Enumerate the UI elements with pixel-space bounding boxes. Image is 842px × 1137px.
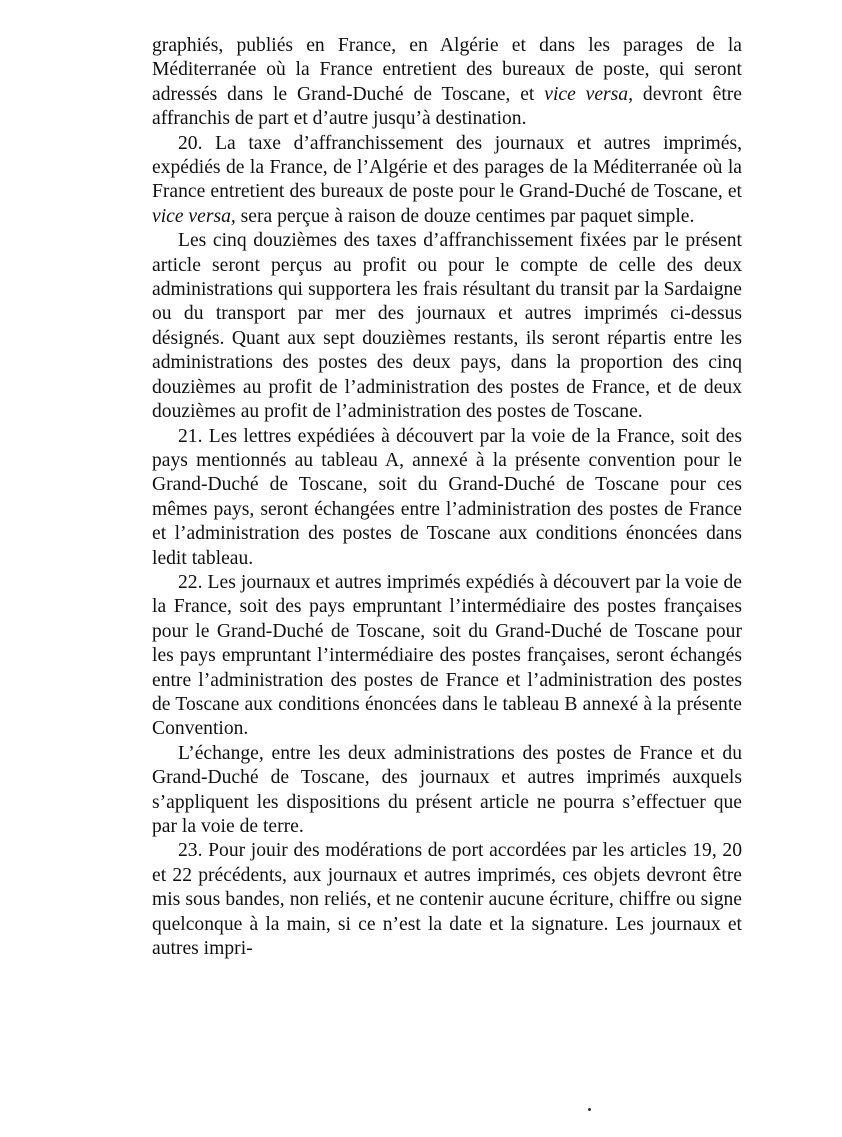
paragraph-article-21 (152, 425, 742, 571)
text-segment: devront être affranchis de part et d’autre jusqu’à destination. (152, 83, 742, 130)
text-segment: Les cinq douzièmes des taxes d’affranchissement fixées par le présent article seront perçus au profit ou pour le compte de celle des deux administrations qui supportera les frais résultant du transit par la Sardaigne ou du transport par mer des journaux et autres imprimés ci-dessus désignés. Quant aux sept douzièmes restants, ils seront répartis entre les administrations des postes des deux pays, dans la proportion des cinq douzièmes au profit de l’administration des postes de France, et de deux douzièmes au profit de l’administration des postes de Toscane. (152, 230, 742, 423)
page-speck (588, 1108, 591, 1111)
paragraph-article-23 (152, 839, 742, 961)
paragraph-article-20-continued (152, 229, 742, 424)
paragraph-article-22 (152, 571, 742, 742)
text-segment: 22. Les journaux et autres imprimés expédiés à découvert par la voie de la France, soit des pays empruntant l’intermédiaire des postes françaises pour le Grand-Duché de Toscane, soit du Grand-Duché de Toscane pour les pays empruntant l’intermédiaire des postes françaises, seront échangés entre l’administration des postes de France et l’administration des postes de Toscane aux conditions énoncées dans le tableau B annexé à la présente Convention. (152, 571, 742, 740)
italic-segment: vice versa, (152, 205, 236, 227)
text-segment: sera perçue à raison de douze centimes par paquet simple. (235, 205, 695, 227)
text-segment: 21. Les lettres expédiées à découvert par la voie de la France, soit des pays mentionnés au tableau A, annexé à la présente convention pour le Grand-Duché de Toscane, soit du Grand-Duché de Toscane pour ces mêmes pays, seront échangées entre l’administration des postes de France et l’administration des postes de Toscane aux conditions énoncées dans ledit tableau. (152, 425, 742, 569)
document-page (152, 34, 742, 961)
text-segment: L’échange, entre les deux administrations des postes de France et du Grand-Duché de Toscane, des journaux et autres imprimés auxquels s’appliquent les dispositions du présent article ne pourra s’effectuer que par la voie de terre. (152, 742, 742, 837)
italic-segment: vice versa, (544, 83, 634, 105)
paragraph-article-20 (152, 132, 742, 230)
text-segment: 23. Pour jouir des modérations de port accordées par les articles 19, 20 et 22 précédents, aux journaux et autres imprimés, ces objets devront être mis sous bandes, non reliés, et ne contenir aucune écriture, chiffre ou signe quelconque à la main, si ce n’est la date et la signature. Les journaux et autres impri- (152, 840, 742, 960)
paragraph-continuation (152, 34, 742, 132)
paragraph-article-22-continued (152, 742, 742, 840)
text-segment: graphiés, publiés en France, en Algérie et dans les parages de la Méditerranée où la France entretient des bureaux de poste, qui seront adressés dans le Grand-Duché de Toscane, et (152, 35, 742, 105)
text-segment: 20. La taxe d’affranchissement des journaux et autres imprimés, expédiés de la France, de l’Algérie et des parages de la Méditerranée où la France entretient des bureaux de poste pour le Grand-Duché de Toscane, et (152, 132, 742, 203)
